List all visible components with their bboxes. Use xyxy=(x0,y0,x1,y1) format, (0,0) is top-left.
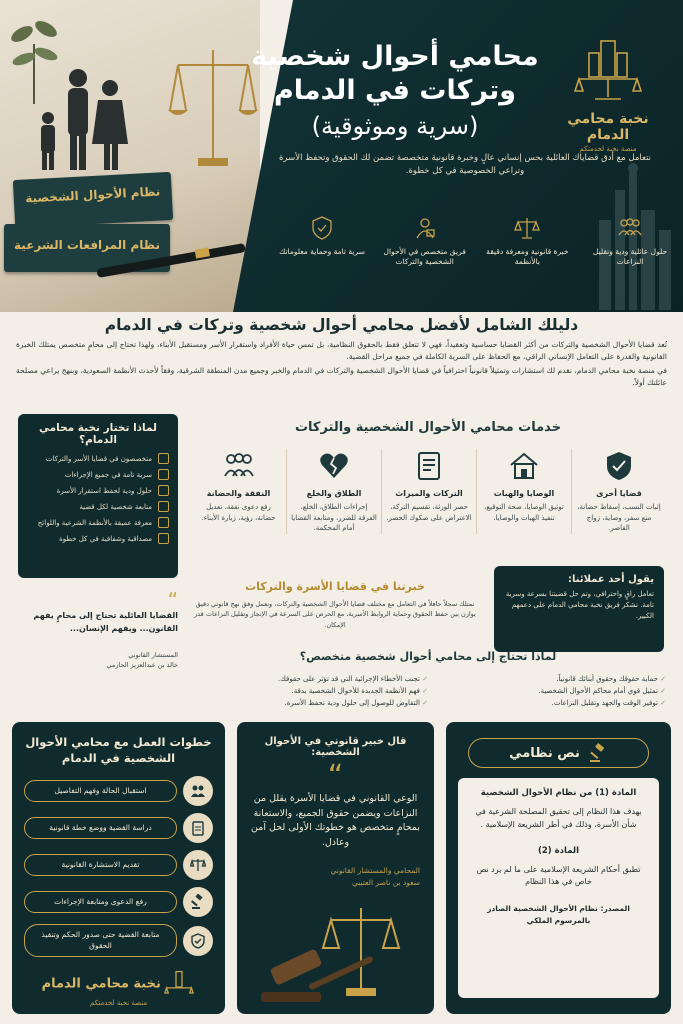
expert-quote-name: سعود بن ناصر العتيبي xyxy=(352,877,420,887)
hero-image-family-scales xyxy=(0,0,260,312)
service-card-inheritance[interactable] xyxy=(381,449,476,534)
need-column-left xyxy=(190,671,428,711)
need-column-right xyxy=(428,671,666,711)
hero-intro: نتعامل مع أدق قضاياك العائلية بحس إنساني عالٍ وخبرة قانونية متخصصة تضمن لك الحقوق وتحفظ الأسرة وتراعي الخصوصية في كل خطوة. xyxy=(278,153,652,177)
service-title: التركات والميراث xyxy=(395,489,463,498)
broken-heart-icon xyxy=(317,449,351,483)
experience-section xyxy=(190,580,480,630)
service-desc: رفع دعوى نفقة، تعديل حضانة، رؤية، زيارة الأبناء. xyxy=(201,503,276,522)
hero-title-line3: (سرية وموثوقية) xyxy=(311,111,479,140)
work-step xyxy=(24,850,213,880)
logo-tower-scales-icon xyxy=(573,35,643,105)
work-step-label: رفع الدعوى ومتابعة الإجراءات xyxy=(24,891,177,914)
legal-text-card xyxy=(458,778,659,998)
work-step xyxy=(24,887,213,917)
article-1-title: المادة (1) من نظام الأحوال الشخصية xyxy=(480,788,637,798)
why-item xyxy=(27,469,169,480)
need-section xyxy=(190,650,666,711)
client-testimonial-title: يقول أحد عملائنا: xyxy=(568,574,654,585)
services-row xyxy=(190,449,666,534)
why-item xyxy=(27,485,169,496)
logo-tower-scales-icon xyxy=(163,969,195,999)
service-title: قضايا أخرى xyxy=(596,489,642,498)
document-icon xyxy=(412,449,446,483)
why-choose-box xyxy=(18,414,178,578)
step-icon-wrap xyxy=(183,926,213,956)
lawyer-quote-role: المستشار القانوني xyxy=(128,650,178,659)
lawyer-quote xyxy=(18,590,178,670)
need-item: ✓ حماية حقوقك وحقوق أبنائك قانونياً. xyxy=(428,675,666,683)
pen-icon xyxy=(86,240,256,280)
service-desc: إجراءات الطلاق، الخلع، الفرقة للضرر، ومتابعة القضايا أمام المحكمة. xyxy=(291,503,377,532)
guide-paragraph-1: تُعد قضايا الأحوال الشخصية والتركات من أكثر القضايا حساسية وتعقيداً، فهي لا تتعلق فقط بالحقوق النظامية، بل تمس حياة الأفراد واستقرار الأسر ومستقبل الأبناء، ولهذا تحتاج إلى محامٍ متخصص يمتلك الخبرة القانونية والقدرة على التعامل الإنساني الراقي، مع الحفاظ على السرية الكاملة في جميع مراحل القضية. xyxy=(16,340,667,361)
shield-icon xyxy=(309,215,335,241)
expert-quote-panel xyxy=(237,722,434,1014)
client-testimonial-text: تعامل راقٍ واحترافي، وتم حل قضيتنا بسرعة وسرية تامة. نشكر فريق نخبة محامي الدمام على دعمهم الكبير. xyxy=(505,590,654,621)
why-title: لماذا تختار نخبة محامي الدمام؟ xyxy=(39,422,157,446)
guide-paragraph-2: في منصة نخبة محامي الدمام، نقدم لك استشارات وتمثيلاً قانونياً احترافياً في قضايا الأحوال الشخصية والتركات في الدمام والخبر وجميع مدن المنطقة الشرقية، وفقاً لأحدث الأنظمة السعودية، وبنهج يراعي مصلحة عائلتك أولاً. xyxy=(16,366,667,387)
expert-quote-title: قال خبير قانوني في الأحوال الشخصية: xyxy=(264,736,407,758)
hero-feature-privacy-text: سرية تامة وحماية معلوماتك xyxy=(279,247,365,256)
check-icon xyxy=(158,453,169,464)
legal-text-panel xyxy=(446,722,671,1014)
lawyer-quote-text: القضايا العائلية تحتاج إلى محامٍ يفهم القانون... ويفهم الإنسان... xyxy=(33,611,178,633)
check-icon xyxy=(158,533,169,544)
step-icon-wrap xyxy=(183,887,213,917)
footer-brand[interactable] xyxy=(24,969,213,1007)
hero-title-line1: محامي أحوال شخصية xyxy=(251,41,539,72)
footer-brand-tagline: منصة نخبة لخدمتكم xyxy=(89,999,148,1008)
scales-icon xyxy=(190,857,206,873)
need-item: ✓ تمثيل قوي أمام محاكم الأحوال الشخصية. xyxy=(428,687,666,695)
hero-feature-team-text: فريق متخصص في الأحوال الشخصية والتركات xyxy=(383,247,466,267)
check-icon xyxy=(158,469,169,480)
lawyer-quote-name: خالد بن عبدالعزيز الحازمي xyxy=(106,660,178,669)
brand-name: نخبة محامي الدمام xyxy=(567,111,649,143)
quote-mark-icon: “ xyxy=(167,588,178,612)
need-item: ✓ توفير الوقت والجهد وتقليل النزاعات. xyxy=(428,699,666,707)
service-card-wills[interactable] xyxy=(476,449,571,534)
check-icon xyxy=(158,517,169,528)
legal-text-title: نص نظامي xyxy=(509,745,580,761)
expert-quote-role: المحامي والمستشار القانوني xyxy=(330,865,420,875)
need-columns xyxy=(190,671,666,711)
service-title: الطلاق والخلع xyxy=(306,489,362,498)
work-step xyxy=(24,813,213,843)
why-item-text: متخصصون في قضايا الأسر والتركات xyxy=(45,454,152,463)
hero-feature-family xyxy=(584,215,676,267)
gavel-icon xyxy=(588,743,608,763)
work-step-label: تقديم الاستشارة القانونية xyxy=(24,854,177,877)
footer-brand-name: نخبة محامي الدمام xyxy=(41,976,161,992)
clipboard-icon xyxy=(190,820,206,836)
service-desc: إثبات النسب، إسقاط حضانة، منع سفر، وصاية، زواج القاصر. xyxy=(577,503,661,532)
service-card-other[interactable] xyxy=(571,449,666,534)
hero-section xyxy=(0,0,683,312)
team-icon xyxy=(412,215,438,241)
article-2-text: تطبق أحكام الشريعة الإسلامية على ما لم يرد نص خاص في هذا النظام xyxy=(476,864,641,887)
hero-title-line2: وتركات في الدمام xyxy=(273,74,517,106)
services-section xyxy=(190,420,666,534)
experience-text: نمتلك سجلاً حافلاً في التعامل مع مختلف قضايا الأحوال الشخصية والتركات، ونعمل وفق نهج قانوني دقيق يوازن بين حفظ الحقوق وحماية الروابط الأسرية، مع الحرص على السرعة في الإنجاز وتقليل النزاعات قدر الإمكان. xyxy=(194,600,476,629)
service-title: الوصايا والهبات xyxy=(493,489,555,498)
service-desc: توثيق الوصايا، صحة التوقيع، تنفيذ الهبات والوصايا. xyxy=(484,503,564,522)
gavel-scales-image xyxy=(251,898,421,1008)
check-icon xyxy=(158,485,169,496)
legal-source: المصدر: نظام الأحوال الشخصية الصادر بالمرسوم الملكي xyxy=(487,904,630,926)
services-title: خدمات محامي الأحوال الشخصية والتركات xyxy=(294,420,562,435)
family-icon xyxy=(222,449,256,483)
work-steps-panel xyxy=(12,722,225,1014)
hero-features xyxy=(276,215,676,267)
step-icon-wrap xyxy=(183,850,213,880)
book-personal-status-label: نظام الأحوال الشخصية xyxy=(24,184,161,206)
lawyer-quote-author xyxy=(18,650,178,671)
work-step-label: دراسة القضية ووضع خطة قانونية xyxy=(24,817,177,840)
need-item: ✓ فهم الأنظمة الجديدة للأحوال الشخصية بدقة. xyxy=(190,687,428,695)
client-testimonial xyxy=(494,566,664,652)
work-step xyxy=(24,924,213,957)
why-list xyxy=(27,453,169,544)
why-item-text: سرية تامة في جميع الإجراءات xyxy=(64,470,152,479)
need-item: ✓ التفاوض للوصول إلى حلول ودية تحفظ الأسرة. xyxy=(190,699,428,707)
book-personal-status xyxy=(13,172,173,228)
service-title: النفقة والحضانة xyxy=(206,489,271,498)
service-desc: حصر الورثة، تقسيم التركة، الاعتراض على صكوك الحصر. xyxy=(386,503,472,522)
hero-feature-privacy xyxy=(276,215,368,267)
why-item-text: متابعة شخصية لكل قضية xyxy=(79,502,152,511)
article-1-text: يهدف هذا النظام إلى تحقيق المصلحة الشرعية في شأن الأسرة، وذلك في أطر الشريعة الإسلامية . xyxy=(475,807,642,829)
step-icon-wrap xyxy=(183,776,213,806)
why-item-text: حلول ودية لحفظ استقرار الأسرة xyxy=(56,486,152,495)
scales-of-justice-icon xyxy=(168,40,258,170)
hero-feature-expertise-text: خبرة قانونية ومعرفة دقيقة بالأنظمة xyxy=(486,247,569,267)
guide-section xyxy=(16,316,667,389)
need-item: ✓ تجنب الأخطاء الإجرائية التي قد تؤثر على حقوقك. xyxy=(190,675,428,683)
work-step-label: استقبال الحالة وفهم التفاصيل xyxy=(24,780,177,803)
experience-title: خبرتنا في قضايا الأسرة والتركات xyxy=(245,580,425,593)
expert-quote-text: الوعي القانوني في قضايا الأسرة يقلل من النزاعات ويضمن حقوق الجميع، والاستعانة بمحامٍ متخصص هو خطوتك الأولى لحل آمن وعادل. xyxy=(251,793,420,849)
shield-check-icon xyxy=(190,933,206,949)
scales-icon xyxy=(514,215,540,241)
hero-feature-expertise xyxy=(481,215,573,267)
check-icon xyxy=(158,501,169,512)
work-steps-title: خطوات العمل مع محامي الأحوال الشخصية في الدمام xyxy=(25,735,212,766)
brand-logo[interactable] xyxy=(548,35,668,153)
why-item xyxy=(27,533,169,544)
why-item xyxy=(27,501,169,512)
hero-feature-family-text: حلول عائلية ودية وتقليل النزاعات xyxy=(592,247,668,267)
work-step-label: متابعة القضية حتى صدور الحكم وتنفيذ الحقوق xyxy=(24,924,177,957)
why-item xyxy=(27,517,169,528)
need-title: لماذا تحتاج إلى محامي أحوال شخصية متخصص؟ xyxy=(299,650,557,663)
why-item-text: معرفة عميقة بالأنظمة الشرعية واللوائح xyxy=(37,518,152,527)
family-figures-icon xyxy=(28,60,148,180)
service-card-custody[interactable] xyxy=(191,449,286,534)
house-icon xyxy=(507,449,541,483)
why-item-text: مصداقية وشفافية في كل خطوة xyxy=(59,534,152,543)
expert-quote-author xyxy=(251,865,420,889)
service-card-divorce[interactable] xyxy=(286,449,381,534)
hero-title xyxy=(250,40,540,140)
quote-mark-icon: “ xyxy=(327,759,344,794)
guide-title: دليلك الشامل لأفضل محامي أحوال شخصية وتركات في الدمام xyxy=(104,316,579,334)
hero-feature-team xyxy=(379,215,471,267)
gavel-icon xyxy=(190,894,206,910)
why-item xyxy=(27,453,169,464)
family-icon xyxy=(617,215,643,241)
brand-tagline: منصة نخبة لخدمتكم xyxy=(579,145,637,153)
shield-check-icon xyxy=(602,449,636,483)
work-step xyxy=(24,776,213,806)
article-2-title: المادة (2) xyxy=(537,845,580,856)
step-icon-wrap xyxy=(183,813,213,843)
legal-text-header xyxy=(468,738,649,768)
people-icon xyxy=(190,783,206,799)
book-sharia-procedures-label: نظام المرافعات الشرعية xyxy=(14,238,160,252)
